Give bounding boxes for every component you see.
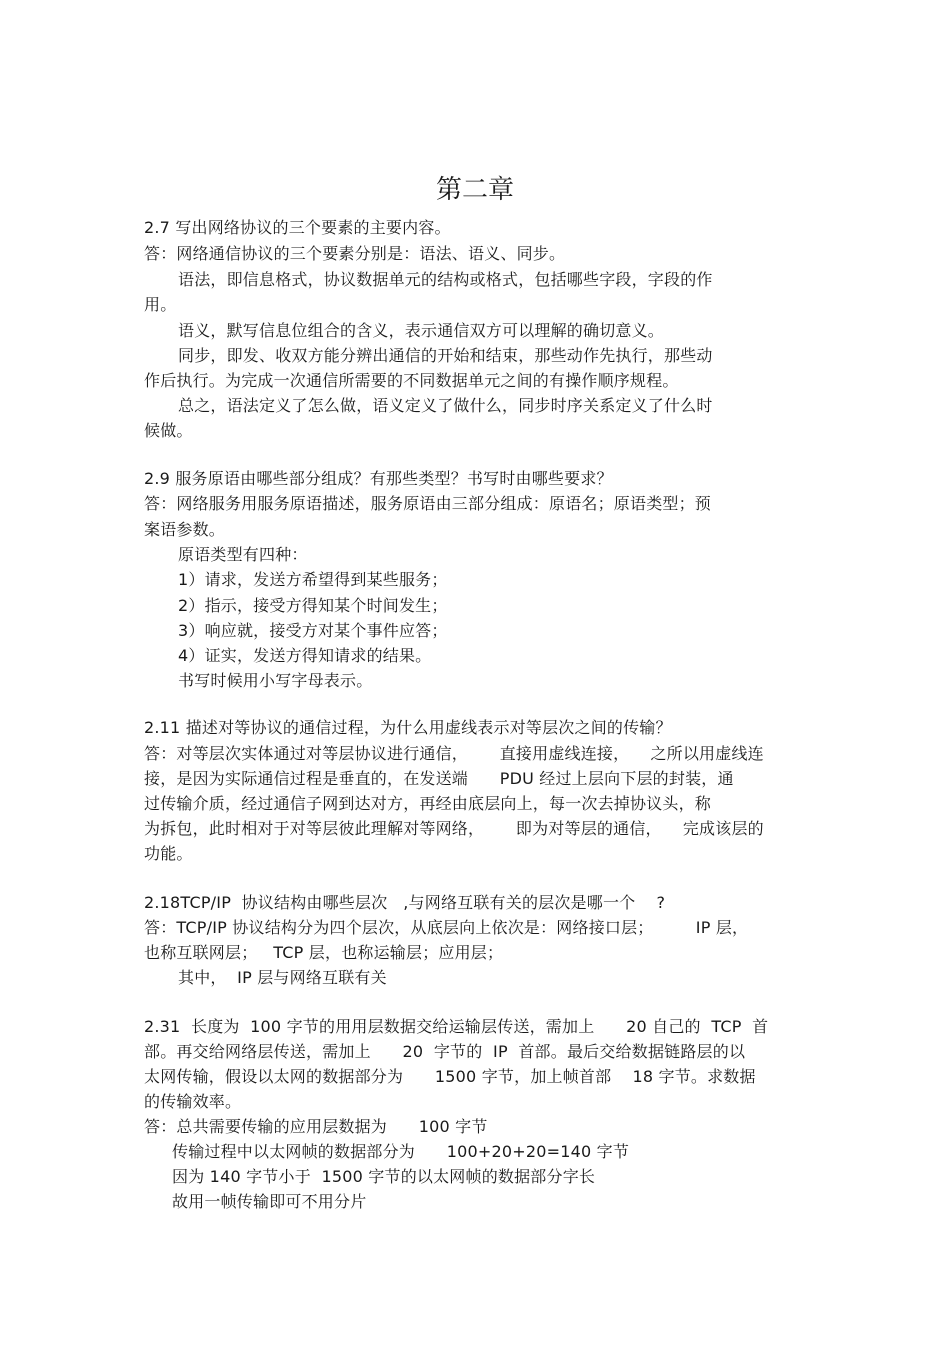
list-item: 4）证实，发送方得知请求的结果。 [178, 646, 432, 665]
paragraph-line: 其中， IP 层与网络互联有关 [178, 968, 387, 987]
paragraph-line: 太网传输，假设以太网的数据部分为 1500 字节，加上帧首部 18 字节。求数据 [144, 1067, 756, 1086]
paragraph-line: 同步，即发、收双方能分辨出通信的开始和结束，那些动作先执行，那些动 [178, 346, 713, 365]
answer-line: 答：TCP/IP 协议结构分为四个层次，从底层向上依次是：网络接口层； IP 层， [144, 918, 749, 937]
answer-line: 答：对等层次实体通过对等层协议进行通信， 直接用虚线连接， 之所以用虚线连 [144, 744, 764, 763]
question-heading: 2.31 长度为 100 字节的用用层数据交给运输层传送，需加上 20 自己的 TCP 首 [144, 1017, 769, 1036]
paragraph-line: 原语类型有四种： [178, 545, 308, 564]
paragraph-line: 的传输效率。 [144, 1092, 242, 1111]
paragraph-line: 传输过程中以太网帧的数据部分为 100+20+20=140 字节 [172, 1142, 630, 1161]
chapter-title: 第二章 [435, 175, 514, 205]
paragraph-line: 用。 [144, 295, 177, 314]
list-item: 2）指示，接受方得知某个时间发生； [178, 596, 448, 615]
list-item: 1）请求，发送方希望得到某些服务； [178, 570, 448, 589]
paragraph-line: 作后执行。为完成一次通信所需要的不同数据单元之间的有操作顺序规程。 [144, 371, 679, 390]
paragraph-line: 案语参数。 [144, 520, 226, 539]
question-heading: 2.18TCP/IP 协议结构由哪些层次 ,与网络互联有关的层次是哪一个 ? [144, 893, 666, 912]
paragraph-line: 书写时候用小写字母表示。 [178, 671, 373, 690]
question-heading: 2.9 服务原语由哪些部分组成？有那些类型？书写时由哪些要求？ [144, 469, 613, 488]
paragraph-line: 也称互联网层； TCP 层，也称运输层；应用层； [144, 943, 504, 962]
question-heading: 2.11 描述对等协议的通信过程，为什么用虚线表示对等层次之间的传输？ [144, 718, 672, 737]
paragraph-line: 语法，即信息格式，协议数据单元的结构或格式，包括哪些字段，字段的作 [178, 270, 713, 289]
answer-line: 答：网络服务用服务原语描述，服务原语由三部分组成：原语名；原语类型；预 [144, 494, 712, 513]
question-heading: 2.7 写出网络协议的三个要素的主要内容。 [144, 218, 451, 237]
paragraph-line: 接，是因为实际通信过程是垂直的，在发送端 PDU 经过上层向下层的封装，通 [144, 769, 734, 788]
paragraph-line: 因为 140 字节小于 1500 字节的以太网帧的数据部分字长 [172, 1167, 596, 1186]
paragraph-line: 候做。 [144, 421, 193, 440]
paragraph-line: 语义，默写信息位组合的含义，表示通信双方可以理解的确切意义。 [178, 321, 665, 340]
paragraph-line: 过传输介质，经过通信子网到达对方，再经由底层向上，每一次去掉协议头，称 [144, 794, 712, 813]
paragraph-line: 为拆包，此时相对于对等层彼此理解对等网络， 即为对等层的通信， 完成该层的 [144, 819, 764, 838]
answer-line: 答：总共需要传输的应用层数据为 100 字节 [144, 1117, 488, 1136]
paragraph-line: 部。再交给网络层传送，需加上 20 字节的 IP 首部。最后交给数据链路层的以 [144, 1042, 746, 1061]
answer-line: 答：网络通信协议的三个要素分别是：语法、语义、同步。 [144, 244, 566, 263]
list-item: 3）响应就，接受方对某个事件应答； [178, 621, 448, 640]
paragraph-line: 功能。 [144, 844, 193, 863]
paragraph-line: 故用一帧传输即可不用分片 [172, 1192, 367, 1211]
paragraph-line: 总之，语法定义了怎么做，语义定义了做什么，同步时序关系定义了什么时 [178, 396, 713, 415]
